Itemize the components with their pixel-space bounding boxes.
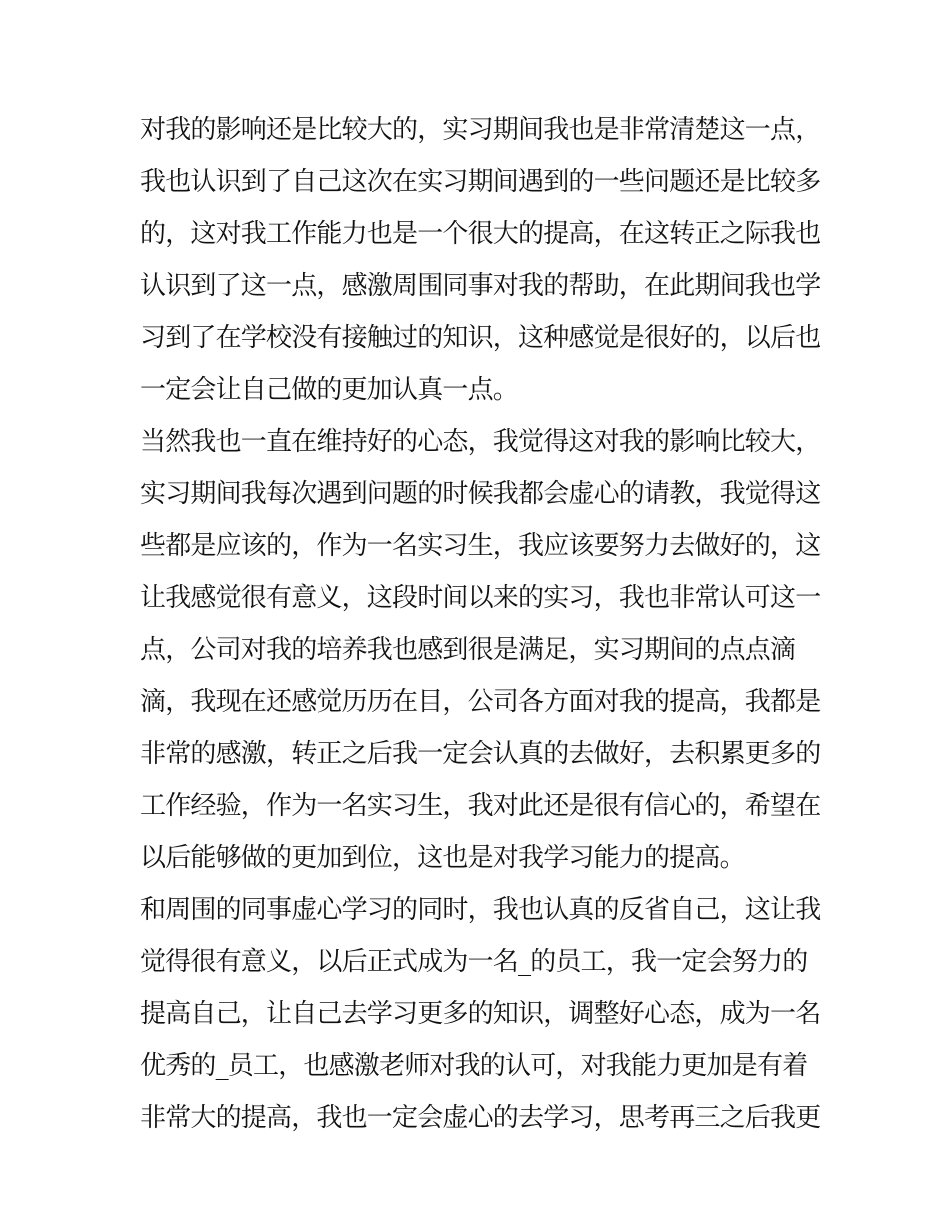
text-line: 实习期间我每次遇到问题的时候我都会虚心的请教，我觉得这 <box>140 479 821 509</box>
text-line: 让我感觉很有意义，这段时间以来的实习，我也非常认可这一 <box>140 583 821 613</box>
paragraph-3 <box>140 884 820 1144</box>
text-line: 认识到了这一点，感激周围同事对我的帮助，在此期间我也学 <box>140 271 821 301</box>
text-line: 对我的影响还是比较大的，实习期间我也是非常清楚这一点， <box>140 115 821 145</box>
paragraph-2 <box>140 416 820 884</box>
text-line: 工作经验，作为一名实习生，我对此还是很有信心的，希望在 <box>140 791 821 821</box>
text-line: 一定会让自己做的更加认真一点。 <box>140 375 519 405</box>
text-line: 些都是应该的，作为一名实习生，我应该要努力去做好的，这 <box>140 531 821 561</box>
text-line: 习到了在学校没有接触过的知识，这种感觉是很好的，以后也 <box>140 323 821 353</box>
body-text <box>140 104 820 1144</box>
text-line: 滴，我现在还感觉历历在目，公司各方面对我的提高，我都是 <box>140 687 821 717</box>
text-line: 非常大的提高，我也一定会虚心的去学习，思考再三之后我更 <box>140 1103 821 1133</box>
text-line: 提高自己，让自己去学习更多的知识，调整好心态，成为一名 <box>140 999 821 1029</box>
text-line: 非常的感激，转正之后我一定会认真的去做好，去积累更多的 <box>140 739 821 769</box>
text-line: 优秀的_员工，也感激老师对我的认可，对我能力更加是有着 <box>140 1051 808 1081</box>
paragraph-1 <box>140 104 820 416</box>
text-line: 当然我也一直在维持好的心态，我觉得这对我的影响比较大， <box>140 427 821 457</box>
text-line: 我也认识到了自己这次在实习期间遇到的一些问题还是比较多 <box>140 167 821 197</box>
text-line: 点，公司对我的培养我也感到很是满足，实习期间的点点滴 <box>140 635 796 665</box>
text-line: 以后能够做的更加到位，这也是对我学习能力的提高。 <box>140 843 745 873</box>
text-line: 和周围的同事虚心学习的同时，我也认真的反省自己，这让我 <box>140 895 821 925</box>
text-line: 觉得很有意义，以后正式成为一名_的员工，我一定会努力的 <box>140 947 808 977</box>
text-line: 的，这对我工作能力也是一个很大的提高，在这转正之际我也 <box>140 219 821 249</box>
